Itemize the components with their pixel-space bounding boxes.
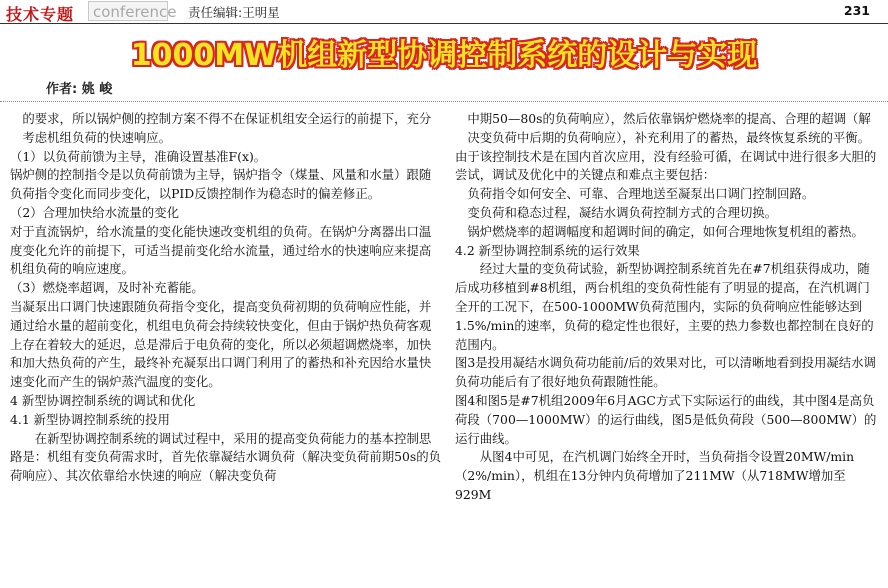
paragraph: 图3是投用凝结水调负荷功能前/后的效果对比，可以清晰地看到投用凝结水调负荷功能后有了很好地负荷跟随性能。 <box>455 355 876 390</box>
paragraph: 图4和图5是#7机组2009年6月AGC方式下实际运行的曲线，其中图4是高负荷段（700—1000MW）的运行曲线，图5是低负荷段（500—800MW）的运行曲线。 <box>455 392 877 446</box>
paragraph: （3）燃烧率超调，及时补充蓄能。 <box>10 280 204 296</box>
paragraph: 中期50—80s的负荷响应），然后依靠锅炉燃烧率的提高、合理的超调（解决变负荷中后期的负荷响应），补充利用了的蓄热，最终恢复系统的平衡。 <box>467 111 871 145</box>
article-title: 1000MW机组新型协调控制系统的设计与实现 <box>130 38 758 73</box>
section-tag: 技术专题 <box>6 5 75 24</box>
paragraph: 由于该控制技术是在国内首次应用，没有经验可循，在调试中进行很多大胆的尝试，调试及优化中的关键点和难点主要包括： <box>455 148 877 183</box>
list-item: 变负荷和稳态过程，凝结水调负荷控制方式的合理切换。 <box>467 204 778 220</box>
list-item: 锅炉燃烧率的超调幅度和超调时间的确定，如何合理地恢复机组的蓄热。 <box>467 223 864 239</box>
section-heading: 4 新型协调控制系统的调试和优化 <box>10 392 196 408</box>
paragraph: 的要求，所以锅炉侧的控制方案不得不在保证机组安全运行的前提下，充分考虑机组负荷的快速响应。 <box>22 111 432 145</box>
conference-label: conference <box>88 1 168 21</box>
title-divider <box>0 101 888 102</box>
page-number: 231 <box>843 3 870 18</box>
paragraph: 从图4中可见，在汽机调门始终全开时，当负荷指令设置20MW/min（2%/min），机组在13分钟内负荷增加了211MW（从718MW增加至929M <box>455 449 855 502</box>
paragraph: 经过大量的变负荷试验，新型协调控制系统首先在#7机组获得成功，随后成功移植到#8机组，两台机组的变负荷性能有了明显的提高，在汽机调门全开的工况下，在500-1000MW负荷范围内，实际的负荷响应性能够达到1.5%/min的速率，负荷的稳定性也很好，主要的热力参数也都控制在良好的范围内。 <box>455 261 874 352</box>
paragraph: 对于直流锅炉，给水流量的变化能快速改变机组的负荷。在锅炉分离器出口温度变化允许的前提下，可适当提前变化给水流量，通过给水的快速响应来提高机组负荷的响应速度。 <box>10 223 432 277</box>
editor-credit: 责任编辑:王明星 <box>188 5 280 20</box>
header-rule <box>0 23 888 24</box>
paragraph: 锅炉侧的控制指令是以负荷前馈为主导，锅炉指令（煤量、风量和水量）跟随负荷指令变化而同步变化，以PID反馈控制作为稳态时的偏差修正。 <box>10 167 432 202</box>
paragraph: 在新型协调控制系统的调试过程中，采用的提高变负荷能力的基本控制思路是：机组有变负荷需求时，首先依靠凝结水调负荷（解决变负荷前期50s的负荷响应）、其次依靠给水快速的响应（解决变负荷 <box>10 430 442 484</box>
left-column <box>10 110 442 486</box>
right-column <box>455 110 880 505</box>
subsection-heading: 4.2 新型协调控制系统的运行效果 <box>455 242 640 258</box>
subsection-heading: 4.1 新型协调控制系统的投用 <box>10 411 170 427</box>
paragraph: 当凝泵出口调门快速跟随负荷指令变化，提高变负荷初期的负荷响应性能，并通过给水量的超前变化，机组电负荷会持续较快变化，但由于锅炉热负荷客观上存在着较大的延迟，总是滞后于电负荷的变化，所以必须超调燃烧率，加快和加大热负荷的产生，最终补充凝泵出口调门利用了的蓄热和补充因给水量快速变化而产生的锅炉蒸汽温度的变化。 <box>10 298 432 390</box>
paragraph: （2）合理加快给水流量的变化 <box>10 204 179 220</box>
page-header <box>0 0 888 26</box>
article-author: 作者: 姚 峻 <box>46 82 113 97</box>
paragraph: （1）以负荷前馈为主导，准确设置基准F(x)。 <box>10 148 267 164</box>
list-item: 负荷指令如何安全、可靠、合理地送至凝泵出口调门控制回路。 <box>467 186 815 202</box>
